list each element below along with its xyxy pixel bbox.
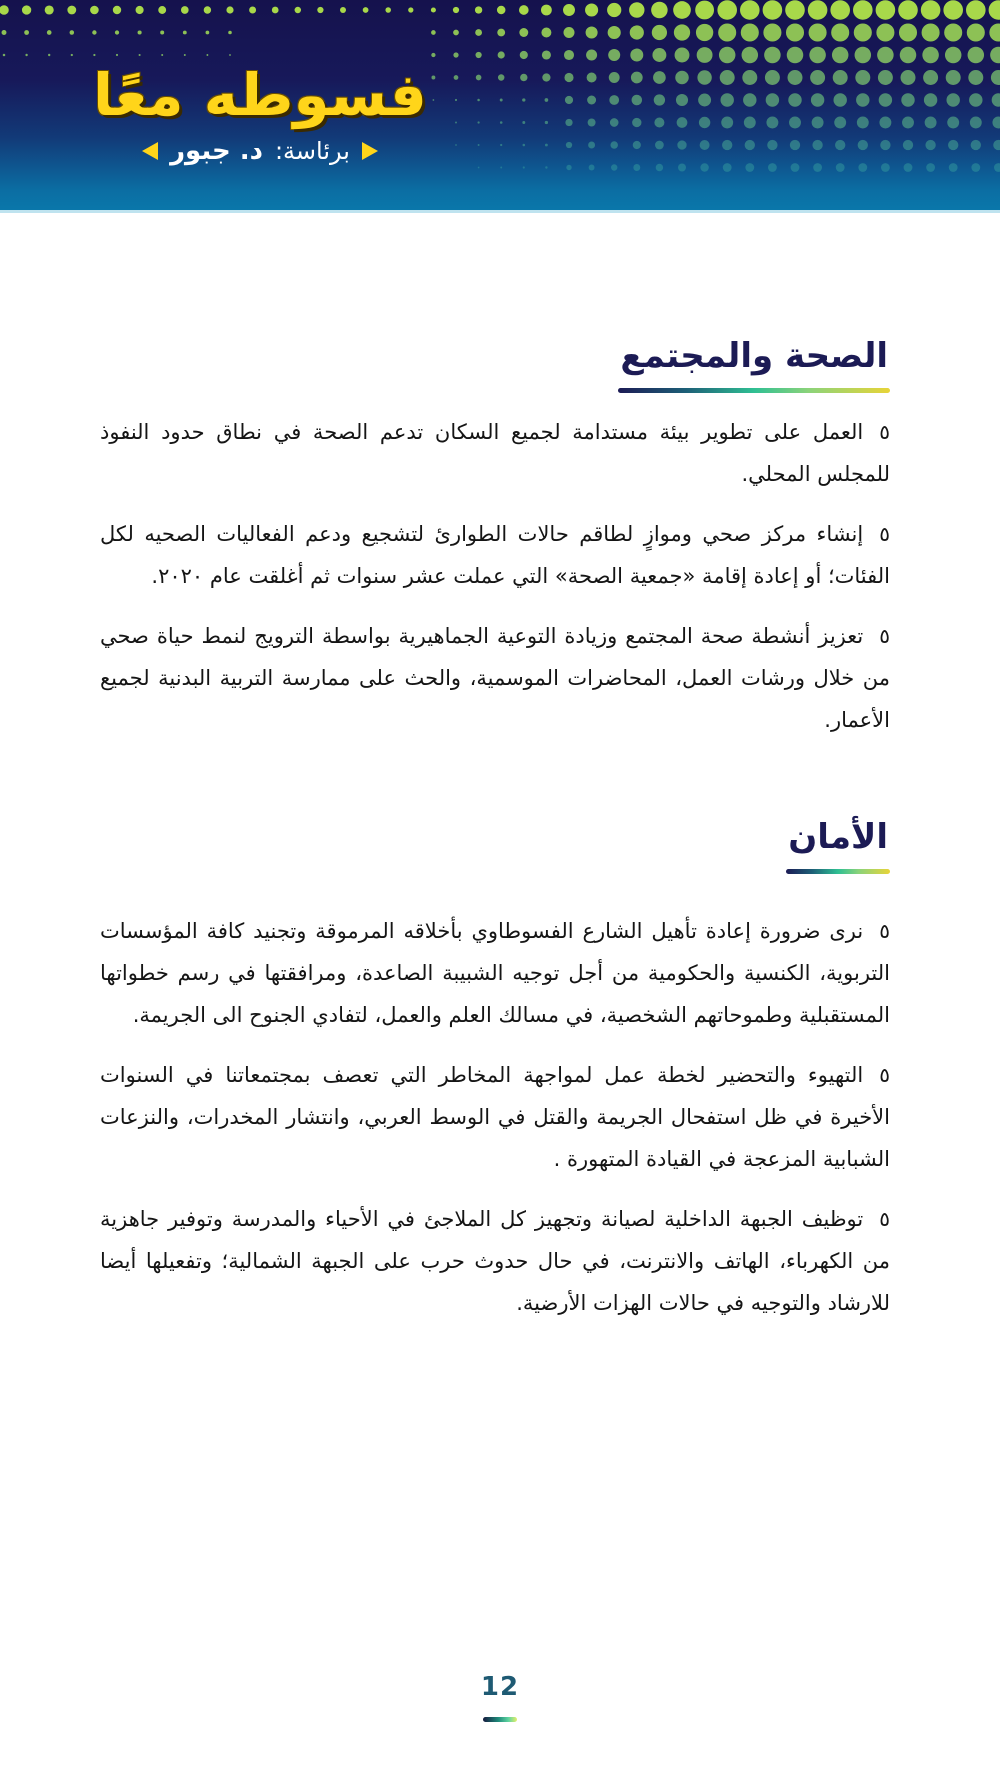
halftone-dot xyxy=(71,54,73,56)
halftone-dot xyxy=(994,163,1000,172)
halftone-dot xyxy=(611,164,617,170)
halftone-dot xyxy=(609,72,620,83)
heading-underline xyxy=(618,388,890,393)
halftone-dot xyxy=(565,96,573,104)
halftone-dot xyxy=(654,94,665,105)
halftone-dot xyxy=(500,144,502,146)
halftone-dot xyxy=(206,54,208,56)
list-item xyxy=(100,615,890,741)
list-item xyxy=(100,513,890,597)
halftone-dot xyxy=(519,5,529,15)
halftone-dot xyxy=(160,31,164,35)
halftone-dot xyxy=(991,70,1000,85)
halftone-dot xyxy=(24,30,29,35)
halftone-dot xyxy=(699,117,710,128)
halftone-dot xyxy=(478,144,480,146)
halftone-dot xyxy=(498,74,505,81)
halftone-dot xyxy=(742,70,757,85)
halftone-dot xyxy=(229,54,231,56)
halftone-dot xyxy=(317,7,323,13)
halftone-dot xyxy=(966,0,986,20)
item-text: إنشاء مركز صحي وموازٍ لطاقم حالات الطوارئ لتشجيع ودعم الفعاليات الصحيه لكل الفئات؛ أو إعادة إقامة «جمعية الصحة» التي عملت عشر سنوات ثم أغلقت عام ٢٠٢٠. xyxy=(100,522,890,588)
halftone-dot xyxy=(947,117,959,129)
halftone-dot xyxy=(970,117,982,129)
halftone-dot xyxy=(720,70,735,85)
halftone-dot xyxy=(810,70,825,85)
halftone-dot xyxy=(812,117,824,129)
halftone-dot xyxy=(651,2,668,19)
halftone-dot xyxy=(673,1,691,19)
halftone-dot xyxy=(587,73,597,83)
halftone-dot xyxy=(48,54,50,56)
halftone-dot xyxy=(926,163,935,172)
halftone-dot xyxy=(812,140,822,150)
halftone-dot xyxy=(855,70,870,85)
halftone-dot xyxy=(989,0,1000,20)
halftone-dot xyxy=(993,140,1000,150)
halftone-dot xyxy=(566,165,571,170)
halftone-dot xyxy=(700,140,710,150)
halftone-dot xyxy=(498,51,505,58)
bullet-icon: ٥ xyxy=(879,420,890,444)
halftone-dot xyxy=(697,70,711,84)
halftone-dot xyxy=(497,6,506,15)
halftone-dot xyxy=(990,47,1000,64)
halftone-dot xyxy=(790,140,800,150)
halftone-dot xyxy=(992,93,1000,106)
halftone-dot xyxy=(588,119,596,127)
item-text: تعزيز أنشطة صحة المجتمع وزيادة التوعية الجماهيرية بواسطة الترويج لنمط حياة صحي من خلال ورشات العمل، المحاضرات الموسمية، والحث على ممارسة التربية البدنية لجميع الأعمار. xyxy=(100,624,890,732)
halftone-dot xyxy=(633,141,641,149)
halftone-dot xyxy=(740,0,760,20)
halftone-dot xyxy=(475,29,482,36)
halftone-dot xyxy=(901,93,914,106)
halftone-dot xyxy=(542,50,551,59)
halftone-dot xyxy=(853,0,873,20)
halftone-dot xyxy=(477,121,479,123)
halftone-dot xyxy=(453,52,458,57)
halftone-dot xyxy=(632,118,641,127)
section-list xyxy=(100,910,890,1324)
halftone-dot xyxy=(876,0,896,20)
halftone-dot xyxy=(788,93,801,106)
halftone-dot xyxy=(363,7,369,13)
page-number: 12 xyxy=(480,1672,520,1702)
halftone-dot xyxy=(608,49,620,61)
halftone-dot xyxy=(564,73,573,82)
halftone-dot xyxy=(607,3,621,17)
halftone-dot xyxy=(70,30,75,35)
halftone-dot xyxy=(431,30,436,35)
item-text: التهيوء والتحضير لخطة عمل لمواجهة المخاطر التي تعصف بمجتمعاتنا في السنوات الأخيرة في ظل استفحال الجريمة والقتل في الوسط العربي، وانتشار المخدرات، والنزعات الشبابية المزعجة في القيادة المتهورة . xyxy=(100,1063,890,1171)
halftone-dot xyxy=(564,50,574,60)
halftone-dot xyxy=(677,117,688,128)
halftone-dot xyxy=(830,0,850,20)
halftone-dot xyxy=(968,70,983,85)
halftone-dot xyxy=(945,47,962,64)
halftone-dot xyxy=(948,140,958,150)
halftone-dot xyxy=(969,93,982,106)
halftone-dot xyxy=(610,118,619,127)
halftone-dot xyxy=(674,24,690,40)
halftone-dot xyxy=(477,99,480,102)
halftone-dot xyxy=(788,70,803,85)
halftone-dot xyxy=(652,48,666,62)
header-banner xyxy=(0,0,1000,212)
halftone-dot xyxy=(720,93,733,106)
halftone-dot xyxy=(677,140,686,149)
list-item xyxy=(100,910,890,1036)
halftone-dot xyxy=(721,117,733,129)
halftone-dot xyxy=(876,23,894,41)
halftone-dot xyxy=(633,164,640,171)
halftone-dot xyxy=(545,98,549,102)
halftone-dot xyxy=(632,95,643,106)
section-heading-block xyxy=(618,330,890,393)
halftone-dot xyxy=(903,140,913,150)
halftone-dot xyxy=(971,163,980,172)
halftone-dot xyxy=(696,24,713,41)
halftone-dot xyxy=(925,117,937,129)
halftone-dot xyxy=(138,30,142,34)
halftone-dot xyxy=(589,165,595,171)
halftone-dot xyxy=(226,6,233,13)
halftone-dot xyxy=(431,53,435,57)
halftone-dot xyxy=(880,140,890,150)
halftone-dot xyxy=(811,93,824,106)
section-heading: الصحة والمجتمع xyxy=(620,336,888,376)
halftone-dot xyxy=(631,72,643,84)
halftone-dot xyxy=(431,7,436,12)
halftone-dot xyxy=(181,6,189,14)
halftone-dot xyxy=(656,164,663,171)
halftone-dot xyxy=(116,54,118,56)
halftone-dot xyxy=(763,0,783,20)
halftone-dot xyxy=(588,142,595,149)
halftone-dot xyxy=(992,117,1000,129)
halftone-dot xyxy=(587,96,596,105)
halftone-dot xyxy=(766,93,779,106)
halftone-dot xyxy=(722,140,732,150)
halftone-dot xyxy=(743,93,756,106)
halftone-dot xyxy=(856,93,869,106)
halftone-dot xyxy=(113,6,121,14)
halftone-dot xyxy=(545,121,548,124)
bullet-icon: ٥ xyxy=(879,919,890,943)
halftone-dot xyxy=(475,6,482,13)
item-text: العمل على تطوير بيئة مستدامة لجميع السكان تدعم الصحة في نطاق حدود النفوذ للمجلس المحلي. xyxy=(100,420,890,486)
banner-divider xyxy=(0,210,1000,213)
halftone-dot xyxy=(808,0,828,20)
halftone-dot xyxy=(698,94,711,107)
halftone-dot xyxy=(899,23,917,41)
halftone-dot xyxy=(854,23,872,41)
halftone-dot xyxy=(741,23,759,41)
halftone-dot xyxy=(832,47,849,64)
halftone-dot xyxy=(475,52,481,58)
halftone-dot xyxy=(92,30,96,34)
halftone-dot xyxy=(879,93,892,106)
halftone-dot xyxy=(115,30,119,34)
halftone-dot xyxy=(898,0,918,20)
halftone-dot xyxy=(136,6,144,14)
halftone-dot xyxy=(630,25,644,39)
halftone-dot xyxy=(855,47,872,64)
brand-subtitle xyxy=(60,136,460,166)
halftone-dot xyxy=(545,166,547,168)
halftone-dot xyxy=(522,121,525,124)
halftone-dot xyxy=(717,0,737,20)
halftone-dot xyxy=(500,99,503,102)
halftone-dot xyxy=(946,93,959,106)
page-content xyxy=(100,330,890,1324)
section-security xyxy=(100,811,890,1324)
halftone-dot xyxy=(652,25,667,40)
halftone-dot xyxy=(542,73,550,81)
halftone-dot xyxy=(500,121,503,124)
halftone-dot xyxy=(249,7,256,14)
halftone-dot xyxy=(608,26,621,39)
halftone-dot xyxy=(946,70,961,85)
halftone-dot xyxy=(585,3,598,16)
halftone-dot xyxy=(785,0,805,20)
halftone-dot xyxy=(629,2,644,17)
halftone-dot xyxy=(745,163,754,172)
halftone-dot xyxy=(408,7,413,12)
list-item xyxy=(100,1054,890,1180)
triangle-right-icon xyxy=(362,142,378,160)
halftone-dot xyxy=(879,117,891,129)
bullet-icon: ٥ xyxy=(879,1063,890,1087)
halftone-dot xyxy=(563,27,574,38)
halftone-dot xyxy=(653,71,666,84)
halftone-dot xyxy=(655,141,664,150)
halftone-dot xyxy=(523,166,525,168)
item-text: نرى ضرورة إعادة تأهيل الشارع الفسوطاوي بأخلاقه المرموقة وتجنيد كافة المؤسسات التربوية، الكنسية والحكومية من أجل توجيه الشبيبة الصاعدة، ومرافقتها في رسم خطواتها المستقبلية وطموحاتهم الشخصية، في مسالك العلم والعمل، لتفادي الجنوح الى الجريمة. xyxy=(100,919,890,1027)
halftone-dot xyxy=(833,70,848,85)
halftone-dot xyxy=(858,163,867,172)
halftone-dot xyxy=(654,117,664,127)
halftone-dot xyxy=(139,54,141,56)
halftone-dot xyxy=(67,6,76,15)
halftone-dot xyxy=(676,94,688,106)
subtitle-label: برئاسة: xyxy=(274,137,350,165)
halftone-dot xyxy=(923,70,938,85)
halftone-dot xyxy=(787,47,804,64)
halftone-dot xyxy=(586,49,597,60)
halftone-dot xyxy=(675,48,690,63)
halftone-dot xyxy=(718,23,736,41)
halftone-dot xyxy=(161,54,163,56)
halftone-dot xyxy=(272,7,279,14)
halftone-dot xyxy=(833,93,846,106)
halftone-dot xyxy=(857,117,869,129)
halftone-dot xyxy=(967,23,985,41)
halftone-dot xyxy=(453,30,459,36)
halftone-dot xyxy=(545,144,548,147)
halftone-dot xyxy=(184,54,186,56)
halftone-dot xyxy=(858,140,868,150)
halftone-dot xyxy=(500,167,502,169)
halftone-dot xyxy=(158,6,166,14)
halftone-dot xyxy=(566,142,572,148)
halftone-dot xyxy=(809,47,826,64)
list-item xyxy=(100,1198,890,1324)
halftone-dot xyxy=(520,74,527,81)
halftone-dot xyxy=(791,163,800,172)
brand-title: فسوطه معًا xyxy=(93,61,427,129)
halftone-dot xyxy=(565,119,572,126)
halftone-dot xyxy=(3,54,6,57)
halftone-dot xyxy=(922,23,940,41)
halftone-dot xyxy=(831,23,849,41)
halftone-dot xyxy=(789,117,801,129)
halftone-dot xyxy=(228,31,232,35)
halftone-dot xyxy=(497,29,505,37)
page-number-underline xyxy=(483,1717,517,1722)
halftone-dot xyxy=(809,23,827,41)
item-text: توظيف الجبهة الداخلية لصيانة وتجهيز كل الملاجئ في الأحياء والمدرسة وتوفير جاهزية من الكهرباء، الهاتف والانترنت، في حال حدوث حرب على الجبهة الشمالية؛ وتفعيلها أيضا للارشاد والتوجيه في حالات الهزات الأرضية. xyxy=(100,1207,890,1315)
halftone-dot xyxy=(586,26,598,38)
halftone-dot xyxy=(204,6,211,13)
list-item xyxy=(100,411,890,495)
halftone-dot xyxy=(902,117,914,129)
halftone-dot xyxy=(90,6,99,15)
halftone-dot xyxy=(742,47,759,64)
halftone-dot xyxy=(700,163,708,171)
halftone-dot xyxy=(719,47,736,64)
halftone-dot xyxy=(968,47,985,64)
halftone-dot xyxy=(949,163,958,172)
heading-underline xyxy=(786,869,890,874)
halftone-dot xyxy=(763,23,781,41)
halftone-dot xyxy=(609,95,619,105)
halftone-dot xyxy=(678,164,686,172)
halftone-dot xyxy=(921,0,941,20)
halftone-dot xyxy=(22,5,31,14)
halftone-dot xyxy=(523,144,526,147)
halftone-dot xyxy=(989,23,1000,41)
section-heading: الأمان xyxy=(788,817,888,857)
halftone-dot xyxy=(765,70,780,85)
halftone-dot xyxy=(943,0,963,20)
halftone-dot xyxy=(836,163,845,172)
halftone-dot xyxy=(881,163,890,172)
halftone-dot xyxy=(675,71,689,85)
halftone-dot xyxy=(295,7,301,13)
halftone-dot xyxy=(944,23,962,41)
halftone-dot xyxy=(971,140,981,150)
halftone-dot xyxy=(47,30,52,35)
halftone-dot xyxy=(520,51,528,59)
halftone-dot xyxy=(206,31,210,35)
triangle-left-icon xyxy=(142,142,158,160)
halftone-dot xyxy=(878,70,893,85)
halftone-dot xyxy=(925,140,935,150)
halftone-dot xyxy=(813,163,822,172)
halftone-dot xyxy=(877,47,894,64)
section-health-community xyxy=(100,330,890,741)
halftone-dot xyxy=(697,47,713,63)
halftone-dot xyxy=(630,49,643,62)
subtitle-name: د. جبور xyxy=(170,136,263,166)
bullet-icon: ٥ xyxy=(879,1207,890,1231)
halftone-dot xyxy=(522,98,525,101)
halftone-dot xyxy=(922,47,939,64)
halftone-dot xyxy=(541,5,552,16)
halftone-dot xyxy=(924,93,937,106)
bullet-icon: ٥ xyxy=(879,624,890,648)
halftone-dot xyxy=(904,163,913,172)
halftone-dot xyxy=(476,75,482,81)
halftone-dot xyxy=(695,1,714,20)
halftone-dot xyxy=(478,167,480,169)
halftone-dot xyxy=(0,5,9,15)
halftone-dot xyxy=(745,140,755,150)
halftone-dot xyxy=(519,28,528,37)
halftone-dot xyxy=(183,31,187,35)
halftone-dot xyxy=(453,7,459,13)
halftone-dot xyxy=(25,54,27,56)
halftone-dot xyxy=(767,140,777,150)
halftone-dot xyxy=(541,28,551,38)
section-list xyxy=(100,411,890,741)
halftone-dot xyxy=(835,140,845,150)
halftone-dot xyxy=(385,7,391,13)
halftone-dot xyxy=(610,141,618,149)
brand-block xyxy=(60,62,460,166)
halftone-dot xyxy=(768,163,777,172)
halftone-dot xyxy=(93,54,95,56)
halftone-dot xyxy=(340,7,346,13)
halftone-dot xyxy=(764,47,781,64)
halftone-dot xyxy=(834,117,846,129)
halftone-dot xyxy=(723,163,732,172)
halftone-dot xyxy=(766,117,778,129)
section-heading-block xyxy=(786,811,890,874)
halftone-dot xyxy=(2,30,7,35)
halftone-dot xyxy=(45,5,54,14)
halftone-dot xyxy=(563,4,575,16)
bullet-icon: ٥ xyxy=(879,522,890,546)
halftone-dot xyxy=(901,70,916,85)
halftone-dot xyxy=(900,47,917,64)
halftone-dot xyxy=(744,117,756,129)
halftone-dot xyxy=(786,23,804,41)
